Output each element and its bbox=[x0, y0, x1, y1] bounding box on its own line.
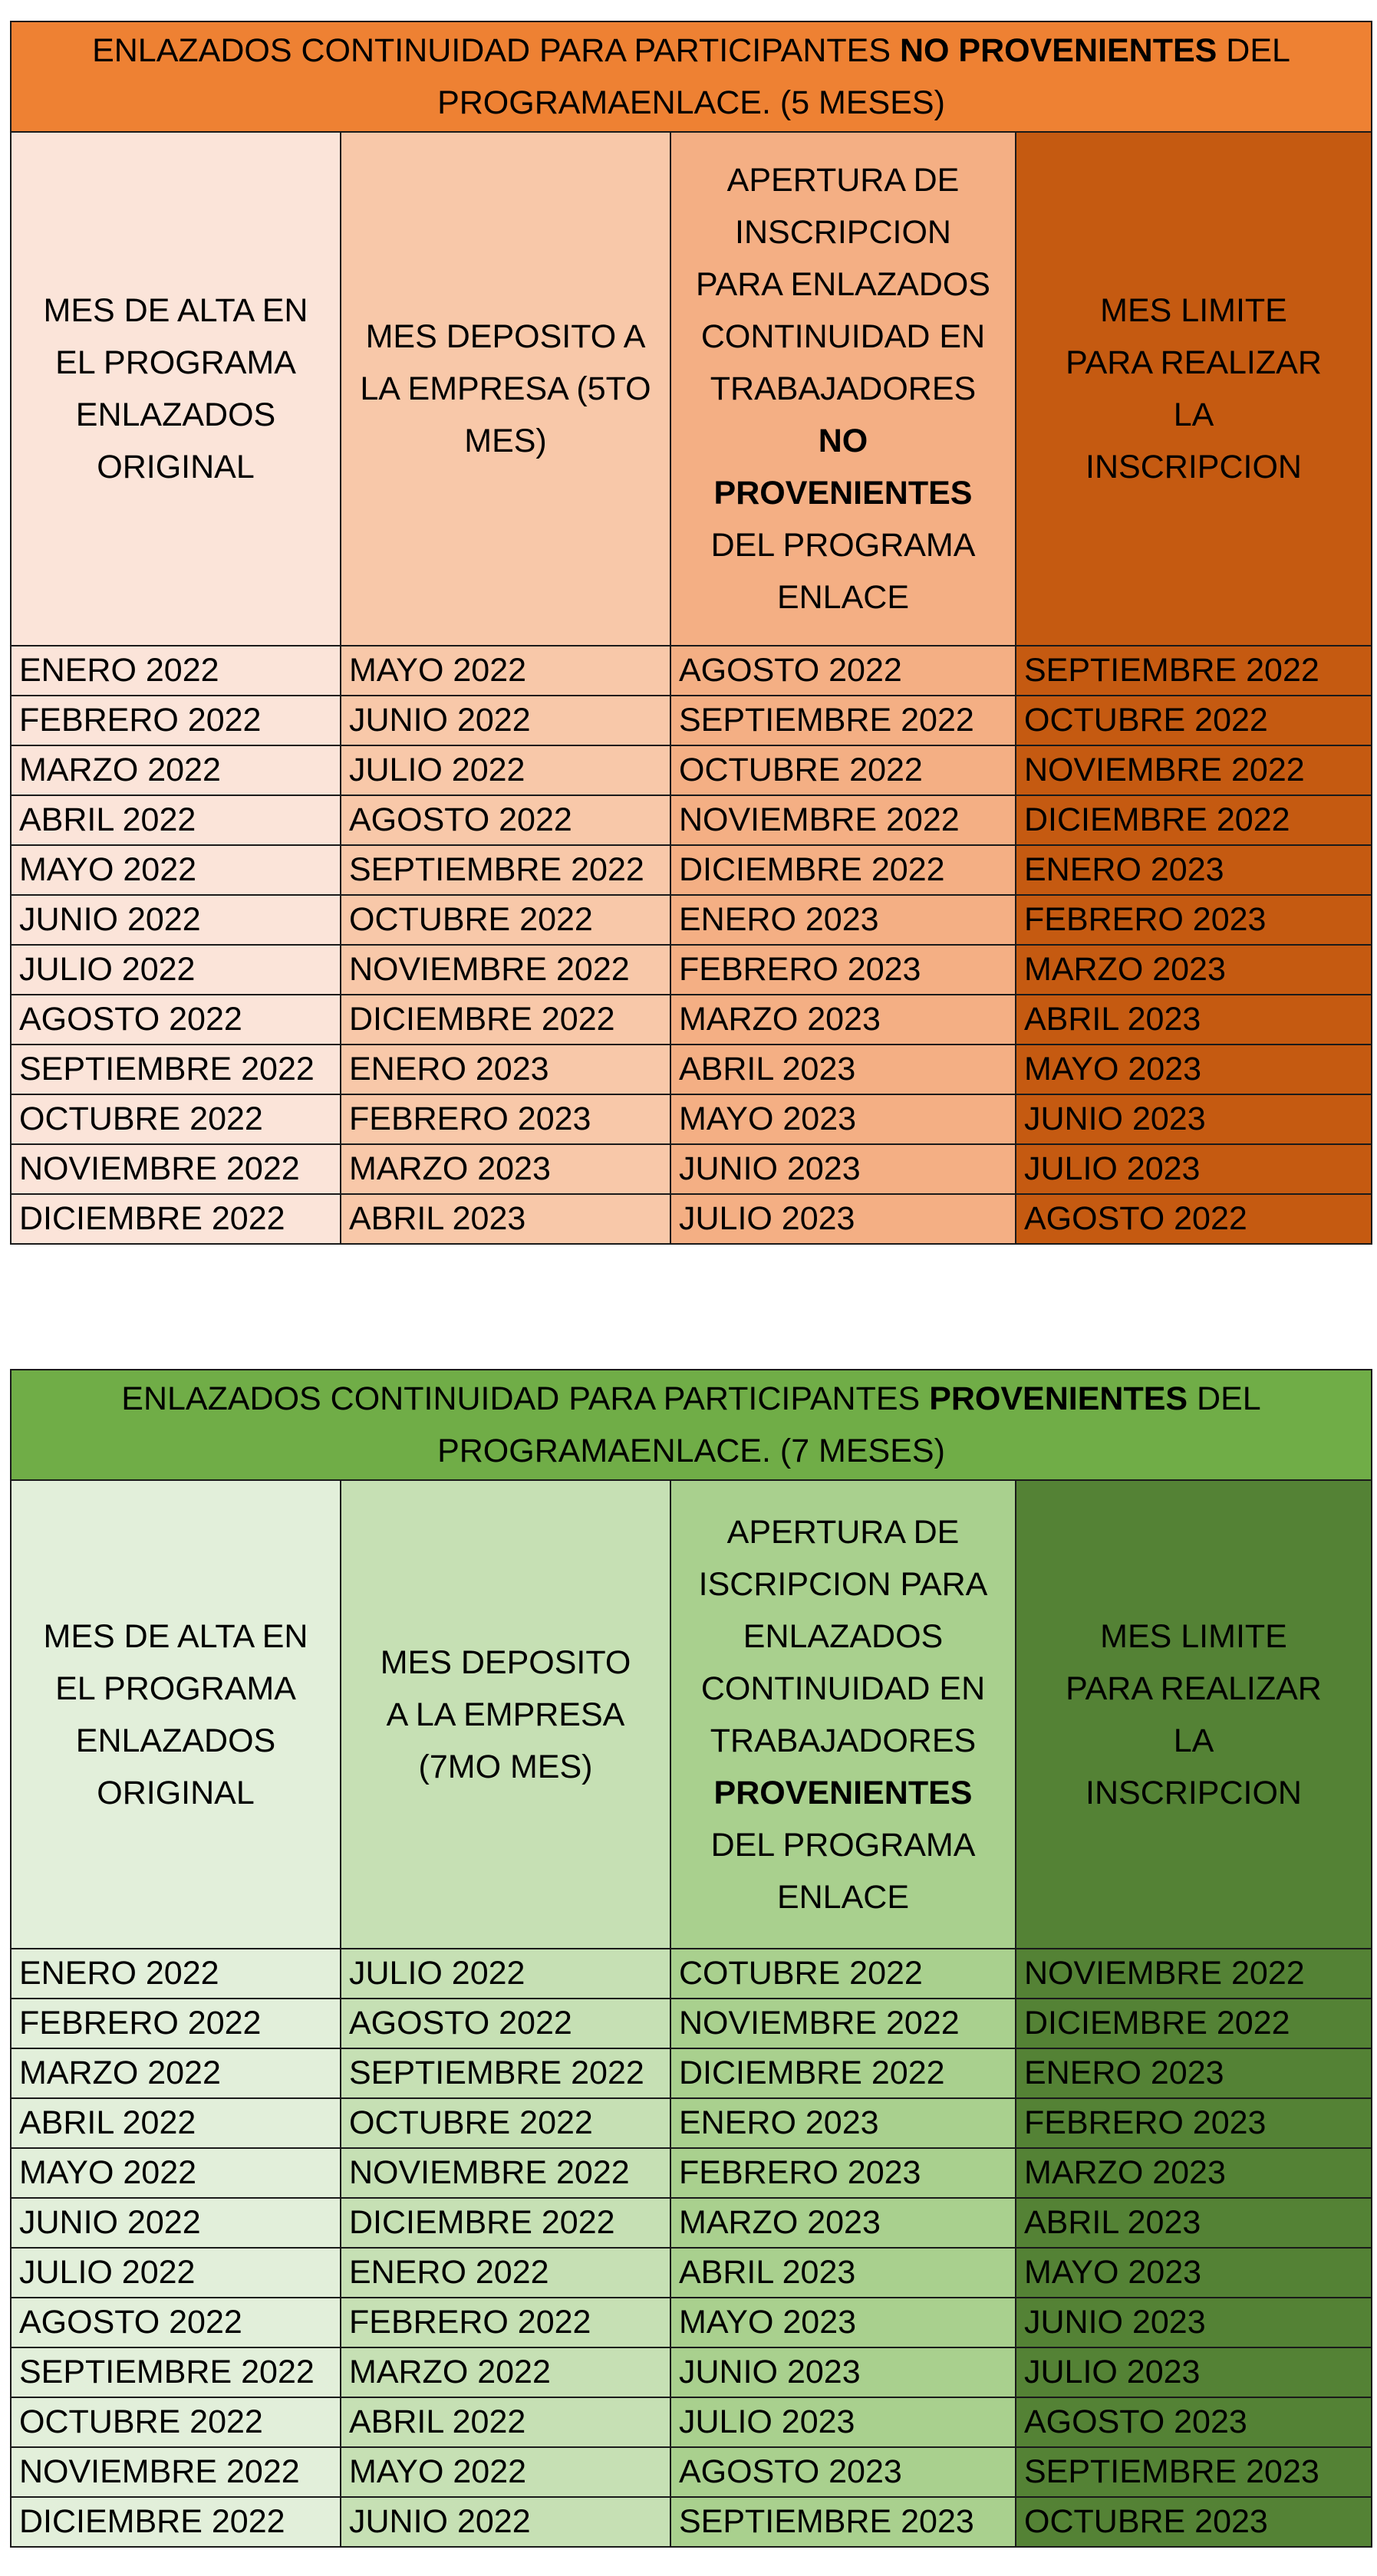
table-row bbox=[11, 2048, 1372, 2098]
table-cell: MARZO 2022 bbox=[341, 2347, 670, 2397]
header-mes-deposito: MES DEPOSITO A LA EMPRESA (5TO MES) bbox=[341, 132, 670, 646]
table-row bbox=[11, 2447, 1372, 2497]
table-cell: OCTUBRE 2022 bbox=[11, 2397, 341, 2447]
header-mes-deposito: MES DEPOSITO A LA EMPRESA (7MO MES) bbox=[341, 1480, 670, 1949]
table-cell: ABRIL 2022 bbox=[341, 2397, 670, 2447]
table-cell: MARZO 2023 bbox=[1016, 945, 1372, 995]
table-cell: DICIEMBRE 2022 bbox=[670, 845, 1016, 895]
table-cell: ENERO 2023 bbox=[670, 2098, 1016, 2148]
header-apertura-inscripcion bbox=[670, 1480, 1016, 1949]
table-cell: JUNIO 2023 bbox=[670, 2347, 1016, 2397]
table-cell: MAYO 2023 bbox=[670, 1094, 1016, 1144]
title-text: ENLAZADOS CONTINUIDAD PARA PARTICIPANTES bbox=[92, 32, 900, 69]
table-row bbox=[11, 2098, 1372, 2148]
table-cell: SEPTIEMBRE 2022 bbox=[1016, 646, 1372, 696]
table-cell: NOVIEMBRE 2022 bbox=[11, 1144, 341, 1194]
table-cell: JUNIO 2022 bbox=[11, 895, 341, 945]
table-cell: AGOSTO 2023 bbox=[1016, 2397, 1372, 2447]
table-body bbox=[11, 1949, 1372, 2547]
table-cell: COTUBRE 2022 bbox=[670, 1949, 1016, 1999]
table-row bbox=[11, 2497, 1372, 2547]
table-cell: ABRIL 2023 bbox=[1016, 2198, 1372, 2248]
table-cell: MARZO 2022 bbox=[11, 2048, 341, 2098]
table-row bbox=[11, 2298, 1372, 2347]
table-cell: JUNIO 2023 bbox=[670, 1144, 1016, 1194]
header-apertura-text-end: DEL PROGRAMA ENLACE bbox=[710, 527, 976, 616]
table-row bbox=[11, 2397, 1372, 2447]
table-cell: MARZO 2023 bbox=[341, 1144, 670, 1194]
table-cell: SEPTIEMBRE 2022 bbox=[341, 2048, 670, 2098]
table-cell: NOVIEMBRE 2022 bbox=[1016, 745, 1372, 795]
table-cell: MAYO 2022 bbox=[341, 646, 670, 696]
table-cell: ENERO 2022 bbox=[11, 646, 341, 696]
table-cell: AGOSTO 2022 bbox=[11, 2298, 341, 2347]
table-row bbox=[11, 2248, 1372, 2298]
table-cell: JULIO 2023 bbox=[670, 2397, 1016, 2447]
table-cell: DICIEMBRE 2022 bbox=[1016, 795, 1372, 845]
table-cell: JULIO 2022 bbox=[11, 945, 341, 995]
title-emphasis: NO PROVENIENTES bbox=[899, 32, 1217, 69]
table-cell: AGOSTO 2022 bbox=[1016, 1194, 1372, 1244]
table-cell: JUNIO 2023 bbox=[1016, 2298, 1372, 2347]
table-cell: NOVIEMBRE 2022 bbox=[670, 1999, 1016, 2048]
title-emphasis: PROVENIENTES bbox=[929, 1380, 1188, 1417]
table-body bbox=[11, 646, 1372, 1244]
table-cell: JULIO 2023 bbox=[1016, 1144, 1372, 1194]
table-cell: OCTUBRE 2022 bbox=[1016, 696, 1372, 745]
table-cell: JUNIO 2022 bbox=[11, 2198, 341, 2248]
table-cell: ENERO 2022 bbox=[11, 1949, 341, 1999]
table-provenientes bbox=[10, 1369, 1372, 2548]
table-cell: FEBRERO 2022 bbox=[11, 1999, 341, 2048]
table-cell: FEBRERO 2022 bbox=[11, 696, 341, 745]
table-row bbox=[11, 845, 1372, 895]
table-cell: FEBRERO 2023 bbox=[341, 1094, 670, 1144]
header-apertura-inscripcion bbox=[670, 132, 1016, 646]
header-apertura-emphasis: NO PROVENIENTES bbox=[713, 423, 973, 512]
table-cell: FEBRERO 2023 bbox=[670, 2148, 1016, 2198]
table-cell: MAYO 2023 bbox=[1016, 2248, 1372, 2298]
table-cell: DICIEMBRE 2022 bbox=[670, 2048, 1016, 2098]
table-cell: FEBRERO 2023 bbox=[1016, 2098, 1372, 2148]
table-cell: ABRIL 2023 bbox=[670, 1045, 1016, 1094]
table-cell: ABRIL 2023 bbox=[1016, 995, 1372, 1045]
table-cell: AGOSTO 2022 bbox=[670, 646, 1016, 696]
header-apertura-text: APERTURA DE INSCRIPCION PARA ENLAZADOS CONTINUIDAD EN TRABAJADORES bbox=[696, 162, 990, 407]
table-row bbox=[11, 1949, 1372, 1999]
table-cell: JUNIO 2022 bbox=[341, 2497, 670, 2547]
table-cell: MARZO 2023 bbox=[670, 995, 1016, 1045]
table-cell: SEPTIEMBRE 2022 bbox=[11, 1045, 341, 1094]
table-cell: ENERO 2023 bbox=[1016, 2048, 1372, 2098]
title-text-end: DEL PROGRAMAENLACE. (5 MESES) bbox=[437, 32, 1290, 121]
header-apertura-text: APERTURA DE ISCRIPCION PARA ENLAZADOS CONTINUIDAD EN TRABAJADORES bbox=[698, 1513, 988, 1759]
table-cell: ABRIL 2023 bbox=[341, 1194, 670, 1244]
table-cell: NOVIEMBRE 2022 bbox=[11, 2447, 341, 2497]
header-mes-limite: MES LIMITE PARA REALIZAR LA INSCRIPCION bbox=[1016, 1480, 1372, 1949]
table-cell: NOVIEMBRE 2022 bbox=[341, 945, 670, 995]
table-cell: MAYO 2023 bbox=[670, 2298, 1016, 2347]
table-cell: DICIEMBRE 2022 bbox=[11, 1194, 341, 1244]
title-text: ENLAZADOS CONTINUIDAD PARA PARTICIPANTES bbox=[121, 1380, 930, 1417]
table-cell: ENERO 2023 bbox=[670, 895, 1016, 945]
table-row bbox=[11, 795, 1372, 845]
table-cell: ENERO 2023 bbox=[1016, 845, 1372, 895]
table-cell: NOVIEMBRE 2022 bbox=[670, 795, 1016, 845]
table-cell: MAYO 2022 bbox=[341, 2447, 670, 2497]
header-mes-alta: MES DE ALTA EN EL PROGRAMA ENLAZADOS ORIGINAL bbox=[11, 132, 341, 646]
table-cell: DICIEMBRE 2022 bbox=[11, 2497, 341, 2547]
table-cell: OCTUBRE 2022 bbox=[341, 895, 670, 945]
table-title bbox=[11, 1370, 1372, 1480]
table-row bbox=[11, 1144, 1372, 1194]
table-row bbox=[11, 745, 1372, 795]
table-cell: ENERO 2023 bbox=[341, 1045, 670, 1094]
table-cell: AGOSTO 2022 bbox=[341, 1999, 670, 2048]
table-title bbox=[11, 21, 1372, 132]
table-cell: AGOSTO 2023 bbox=[670, 2447, 1016, 2497]
table-cell: NOVIEMBRE 2022 bbox=[341, 2148, 670, 2198]
table-cell: SEPTIEMBRE 2022 bbox=[11, 2347, 341, 2397]
table-cell: JULIO 2022 bbox=[11, 2248, 341, 2298]
header-apertura-text-end: DEL PROGRAMA ENLACE bbox=[710, 1826, 976, 1916]
table-row bbox=[11, 895, 1372, 945]
table-row bbox=[11, 646, 1372, 696]
table-cell: JULIO 2023 bbox=[1016, 2347, 1372, 2397]
table-cell: ABRIL 2022 bbox=[11, 2098, 341, 2148]
table-cell: MAYO 2022 bbox=[11, 845, 341, 895]
table-cell: JUNIO 2022 bbox=[341, 696, 670, 745]
table-cell: OCTUBRE 2022 bbox=[341, 2098, 670, 2148]
table-cell: ENERO 2022 bbox=[341, 2248, 670, 2298]
table-cell: OCTUBRE 2022 bbox=[670, 745, 1016, 795]
table-cell: MARZO 2023 bbox=[1016, 2148, 1372, 2198]
header-mes-limite: MES LIMITE PARA REALIZAR LA INSCRIPCION bbox=[1016, 132, 1372, 646]
table-row bbox=[11, 995, 1372, 1045]
header-mes-alta: MES DE ALTA EN EL PROGRAMA ENLAZADOS ORIGINAL bbox=[11, 1480, 341, 1949]
table-cell: JULIO 2022 bbox=[341, 1949, 670, 1999]
table-cell: DICIEMBRE 2022 bbox=[341, 2198, 670, 2248]
table-cell: MAYO 2022 bbox=[11, 2148, 341, 2198]
table-cell: ABRIL 2022 bbox=[11, 795, 341, 845]
table-cell: AGOSTO 2022 bbox=[341, 795, 670, 845]
table-row bbox=[11, 1194, 1372, 1244]
table-row bbox=[11, 1094, 1372, 1144]
table-cell: JUNIO 2023 bbox=[1016, 1094, 1372, 1144]
table-cell: DICIEMBRE 2022 bbox=[341, 995, 670, 1045]
table-row bbox=[11, 2198, 1372, 2248]
table-row bbox=[11, 1045, 1372, 1094]
table-row bbox=[11, 945, 1372, 995]
table-row bbox=[11, 2347, 1372, 2397]
table-cell: DICIEMBRE 2022 bbox=[1016, 1999, 1372, 2048]
table-cell: JULIO 2022 bbox=[341, 745, 670, 795]
table-cell: FEBRERO 2022 bbox=[341, 2298, 670, 2347]
table-cell: MARZO 2023 bbox=[670, 2198, 1016, 2248]
header-apertura-emphasis: PROVENIENTES bbox=[713, 1774, 973, 1811]
table-row bbox=[11, 1999, 1372, 2048]
table-cell: NOVIEMBRE 2022 bbox=[1016, 1949, 1372, 1999]
table-no-provenientes bbox=[10, 21, 1372, 1245]
table-cell: ABRIL 2023 bbox=[670, 2248, 1016, 2298]
table-cell: MARZO 2022 bbox=[11, 745, 341, 795]
table-cell: MAYO 2023 bbox=[1016, 1045, 1372, 1094]
table-cell: SEPTIEMBRE 2022 bbox=[670, 696, 1016, 745]
table-cell: OCTUBRE 2023 bbox=[1016, 2497, 1372, 2547]
table-cell: SEPTIEMBRE 2022 bbox=[341, 845, 670, 895]
table-cell: FEBRERO 2023 bbox=[670, 945, 1016, 995]
table-row bbox=[11, 696, 1372, 745]
title-text-end: DEL PROGRAMAENLACE. (7 MESES) bbox=[437, 1380, 1261, 1469]
table-row bbox=[11, 2148, 1372, 2198]
table-cell: FEBRERO 2023 bbox=[1016, 895, 1372, 945]
table-cell: JULIO 2023 bbox=[670, 1194, 1016, 1244]
table-cell: SEPTIEMBRE 2023 bbox=[1016, 2447, 1372, 2497]
table-cell: OCTUBRE 2022 bbox=[11, 1094, 341, 1144]
table-cell: AGOSTO 2022 bbox=[11, 995, 341, 1045]
table-cell: SEPTIEMBRE 2023 bbox=[670, 2497, 1016, 2547]
